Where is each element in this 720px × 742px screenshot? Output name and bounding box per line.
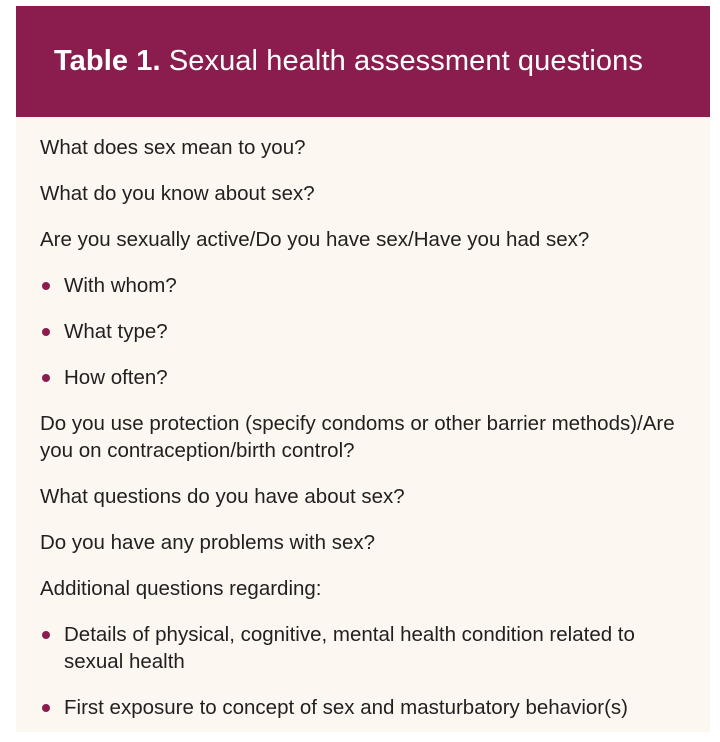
bullet-item: [40, 621, 710, 675]
question-line: you on contraception/birth control?: [40, 439, 355, 462]
question-item: [40, 410, 710, 464]
question-item: What do you know about sex?: [40, 182, 315, 205]
bullet-item: [40, 694, 710, 721]
table-header: [16, 6, 710, 117]
question-line: Do you use protection (specify condoms or other barrier methods)/Are: [40, 412, 675, 435]
question-item: Do you have any problems with sex?: [40, 531, 376, 554]
bullet-icon: [42, 282, 50, 290]
bullet-icon: [42, 704, 50, 712]
table-heading: [54, 45, 643, 78]
bullet-text: With whom?: [64, 274, 177, 297]
bullet-icon: [42, 631, 50, 639]
question-item: What does sex mean to you?: [40, 136, 306, 159]
table-label: Table 1.: [54, 45, 161, 77]
question-item: What questions do you have about sex?: [40, 485, 405, 508]
table-title: Sexual health assessment questions: [168, 45, 643, 77]
bullet-text: What type?: [64, 320, 168, 343]
bullet-item: [40, 318, 710, 345]
bullet-icon: [42, 328, 50, 336]
question-list: [16, 117, 710, 721]
bullet-item: [40, 272, 710, 299]
bullet-icon: [42, 374, 50, 382]
bullet-item: [40, 364, 710, 391]
bullet-line: sexual health: [64, 650, 185, 673]
bullet-text: First exposure to concept of sex and masturbatory behavior(s): [64, 696, 629, 719]
bullet-text: How often?: [64, 366, 168, 389]
question-item: Are you sexually active/Do you have sex/Have you had sex?: [40, 228, 590, 251]
bullet-line: Details of physical, cognitive, mental health condition related to: [64, 623, 635, 646]
table-panel: [16, 6, 710, 732]
question-item: Additional questions regarding:: [40, 577, 322, 600]
